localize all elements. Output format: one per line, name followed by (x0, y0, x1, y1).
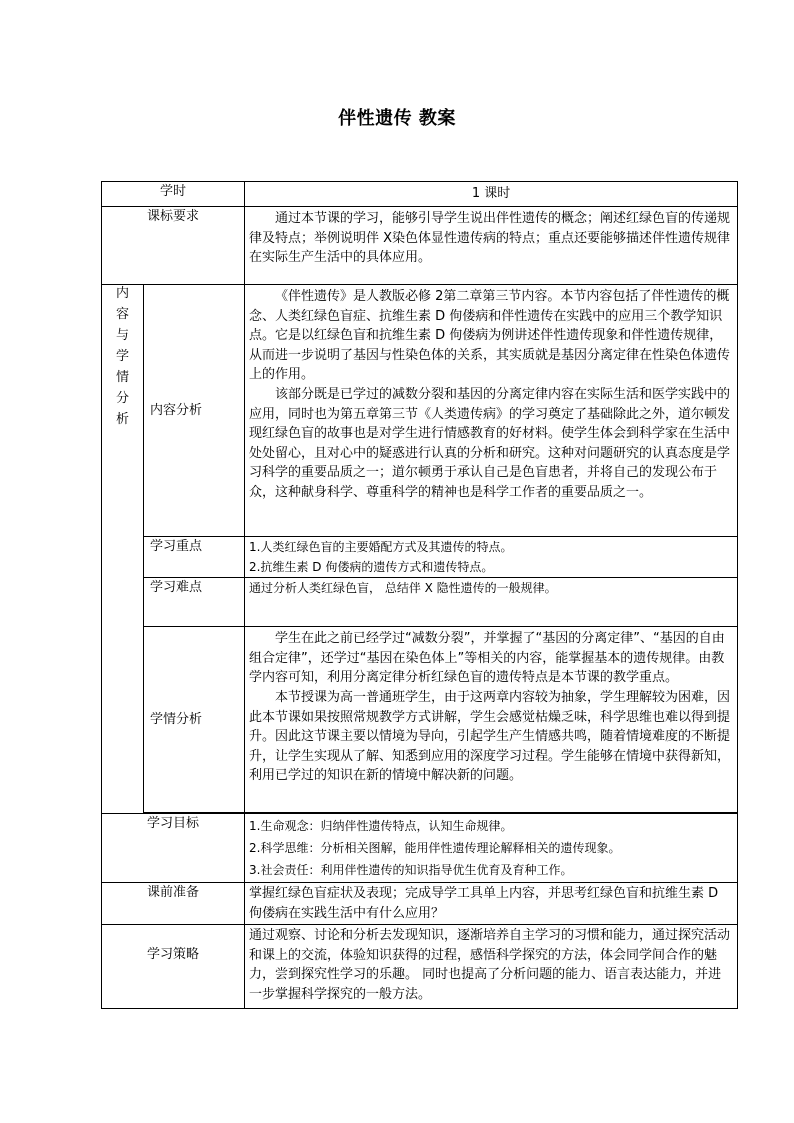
group-char: 内 (115, 286, 129, 301)
difficulty-text: 通过分析人类红绿色盲， 总结伴 X 隐性遗传的一般规律。 (245, 578, 738, 627)
standard-text: 通过本节课的学习，能够引导学生说出伴性遗传的概念；阐述红绿色盲的传递规律及特点；举例说明伴 X染色体显性遗传病的特点；重点还要能够描述伴性遗传规律在实际生产生活中的具体应用。 (249, 211, 731, 266)
hours-label: 学时 (102, 182, 245, 207)
students-cell (245, 627, 738, 813)
group-char: 情 (115, 370, 129, 385)
group-char: 与 (115, 328, 129, 343)
focus-item: 2.抗维生素 D 佝偻病的遗传方式和遗传特点。 (249, 559, 494, 574)
focus-cell (245, 537, 738, 578)
standard-cell (245, 207, 738, 285)
content-analysis-label: 内容分析 (144, 285, 245, 537)
row-difficulty (102, 578, 738, 627)
row-hours (102, 182, 738, 207)
goal-item: 3.社会责任：利用伴性遗传的知识指导优生优育及育种工作。 (249, 863, 573, 878)
group-char: 容 (115, 307, 129, 322)
group-char: 析 (115, 412, 129, 427)
group-char: 分 (115, 391, 129, 406)
strategy-label: 学习策略 (102, 925, 245, 1009)
row-standard (102, 207, 738, 285)
goal-item: 2.科学思维：分析相关图解，能用伴性遗传理论解释相关的遗传现象。 (249, 841, 621, 856)
page-title: 伴性遗传 教案 (338, 108, 456, 129)
focus-item: 1.人类红绿色盲的主要婚配方式及其遗传的特点。 (249, 540, 513, 554)
row-focus (102, 537, 738, 578)
lesson-plan-table (101, 181, 738, 1009)
students-paragraph: 本节授课为高一普通班学生，由于这两章内容较为抽象，学生理解较为困难，因此本节课如果按照常规教学方式讲解，学生会感觉枯燥乏味，科学思维也难以得到提升。因此这节课主要以情境为导向，引起学生产生情感共鸣，随着情境难度的不断提升，让学生实现从了解、知悉到应用的深度学习过程。学生能够在情境中获得新知，利用已学过的知识在新的情境中解决新的问题。 (249, 689, 731, 784)
group-char: 学 (115, 349, 129, 364)
goals-cell (245, 814, 738, 883)
analysis-group-label (102, 285, 144, 814)
row-content-analysis (102, 285, 738, 537)
strategy-text: 通过观察、讨论和分析去发现知识，逐渐培养自主学习的习惯和能力，通过探究活动和课上的交流，体验知识获得的过程，感悟科学探究的方法，体会同学间合作的魅力，尝到探究性学习的乐趣。 同时也提高了分析问题的能力、语言表达能力，并进一步掌握科学探究的一般方法。 (245, 925, 738, 1009)
focus-label: 学习重点 (144, 537, 245, 578)
row-strategy (102, 925, 738, 1009)
goal-item: 1.生命观念：归纳伴性遗传特点，认知生命规律。 (249, 819, 513, 834)
difficulty-label: 学习难点 (144, 578, 245, 627)
hours-value: 1 课时 (245, 182, 738, 207)
students-paragraph: 学生在此之前已经学过“减数分裂”，并掌握了“基因的分离定律”、“基因的自由组合定律”，还学过“基因在染色体上”等相关的内容，能掌握基本的遗传规律。由教学内容可知，利用分离定律分析红绿色盲的遗传特点是本节课的教学重点。 (249, 631, 725, 686)
preparation-text: 掌握红绿色盲症状及表现；完成导学工具单上内容，并思考红绿色盲和抗维生素 D 佝偻病在实践生活中有什么应用？ (245, 883, 738, 925)
row-goals (102, 814, 738, 883)
content-paragraph: 《伴性遗传》是人教版必修 2第二章第三节内容。本节内容包括了伴性遗传的概念、人类红绿色盲症、抗维生素 D 佝偻病和伴性遗传在实践中的应用三个教学知识点。它是以红绿色盲和抗维生素 D 佝偻病为例讲述伴性遗传现象和伴性遗传规律，从而进一步说明了基因与性染色体的关系，其实质就是基因分离定律在性染色体遗传上的作用。 (249, 289, 731, 383)
preparation-label: 课前准备 (102, 883, 245, 925)
row-students (102, 627, 738, 813)
goals-label: 学习目标 (102, 814, 245, 883)
content-paragraph: 该部分既是已学过的减数分裂和基因的分离定律内容在实际生活和医学实践中的应用，同时也为第五章第三节《人类遗传病》的学习奠定了基础除此之外，道尔顿发现红绿色盲的故事也是对学生进行情感教育的好材料。使学生体会到科学家在生活中处处留心，且对心中的疑惑进行认真的分析和研究。这种对问题研究的认真态度是学习科学的重要品质之一；道尔顿勇于承认自己是色盲患者，并将自己的发现公布于众，这种献身科学、尊重科学的精神也是科学工作者的重要品质之一。 (249, 386, 731, 500)
row-preparation (102, 883, 738, 925)
standard-label: 课标要求 (102, 207, 245, 285)
content-analysis-cell (245, 285, 738, 537)
students-label: 学情分析 (144, 627, 245, 813)
